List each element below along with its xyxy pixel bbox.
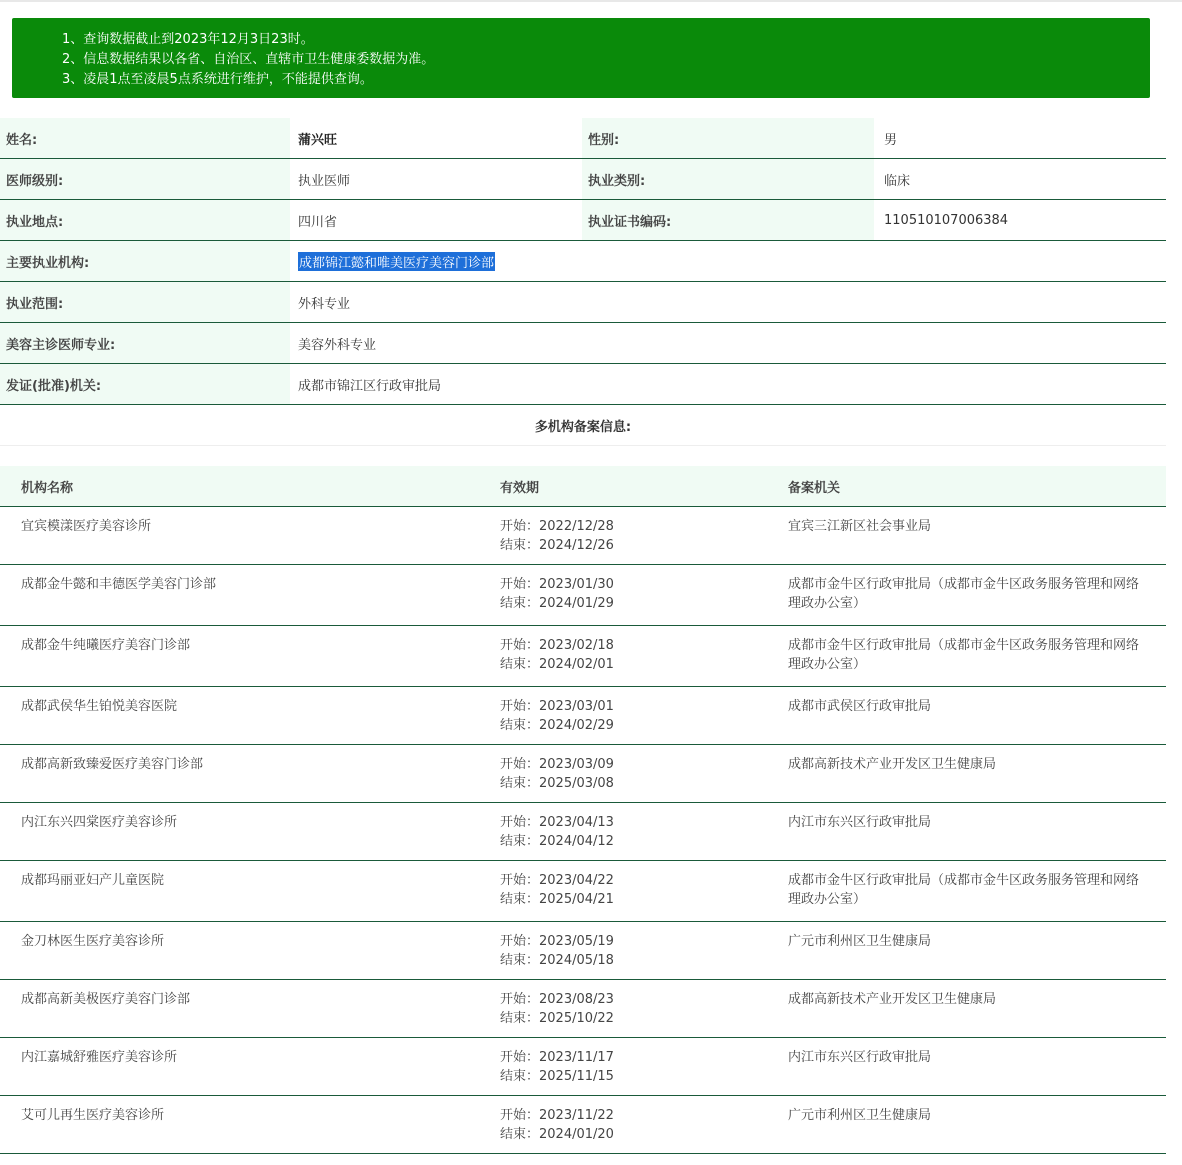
doctor-info-table <box>0 118 1166 405</box>
row-org: 艾可儿再生医疗美容诊所 <box>21 1108 165 1123</box>
row-end: 结束：2025/10/22 <box>500 1011 614 1026</box>
row-validity <box>500 932 788 970</box>
row-validity <box>500 871 788 909</box>
table-row <box>0 803 1166 861</box>
table-row <box>0 687 1166 745</box>
info-row-specialty <box>0 323 1166 364</box>
location-label: 执业地点: <box>0 200 290 240</box>
info-row-scope <box>0 282 1166 323</box>
header-org: 机构名称 <box>21 480 74 496</box>
row-validity <box>500 517 788 555</box>
specialty-label: 美容主诊医师专业: <box>0 323 290 363</box>
name-value: 蒲兴旺 <box>298 132 338 148</box>
row-org: 成都高新美极医疗美容门诊部 <box>21 992 191 1007</box>
top-divider <box>0 0 1182 2</box>
table-row <box>0 922 1166 980</box>
gender-label: 性别: <box>582 118 874 158</box>
row-start: 开始：2022/12/28 <box>500 519 614 534</box>
row-start: 开始：2023/11/22 <box>500 1108 614 1123</box>
notice-line-2: 2、信息数据结果以各省、自治区、直辖市卫生健康委数据为准。 <box>62 52 435 67</box>
table-row <box>0 1096 1166 1154</box>
scope-label: 执业范围: <box>0 282 290 322</box>
row-org: 成都高新致臻爱医疗美容门诊部 <box>21 757 204 772</box>
row-agency: 广元市利州区卫生健康局 <box>788 1108 932 1123</box>
notice-banner <box>12 18 1150 98</box>
info-row-authority <box>0 364 1166 405</box>
row-validity <box>500 1048 788 1086</box>
scope-value: 外科专业 <box>298 296 351 312</box>
row-start: 开始：2023/08/23 <box>500 992 614 1007</box>
main-org-value[interactable]: 成都锦江懿和唯美医疗美容门诊部 <box>298 252 495 271</box>
row-end: 结束：2025/04/21 <box>500 892 614 907</box>
row-start: 开始：2023/03/09 <box>500 757 614 772</box>
row-agency: 宜宾三江新区社会事业局 <box>788 519 932 534</box>
level-value: 执业医师 <box>298 173 351 189</box>
main-org-cell <box>290 241 1166 281</box>
main-org-label: 主要执业机构: <box>0 241 290 281</box>
location-value: 四川省 <box>298 214 338 230</box>
row-end: 结束：2024/01/20 <box>500 1127 614 1142</box>
row-validity <box>500 636 788 674</box>
row-end: 结束：2024/05/18 <box>500 953 614 968</box>
row-end: 结束：2024/04/12 <box>500 834 614 849</box>
notice-line-1: 1、查询数据截止到2023年12月3日23时。 <box>62 32 314 47</box>
row-start: 开始：2023/03/01 <box>500 699 614 714</box>
row-agency: 广元市利州区卫生健康局 <box>788 934 932 949</box>
authority-value: 成都市锦江区行政审批局 <box>298 378 442 394</box>
row-end: 结束：2024/02/01 <box>500 657 614 672</box>
row-org: 金刀林医生医疗美容诊所 <box>21 934 165 949</box>
row-validity <box>500 575 788 613</box>
notice-line-3: 3、凌晨1点至凌晨5点系统进行维护，不能提供查询。 <box>62 72 373 87</box>
row-end: 结束：2025/11/15 <box>500 1069 614 1084</box>
row-start: 开始：2023/01/30 <box>500 577 614 592</box>
row-org: 宜宾模漾医疗美容诊所 <box>21 519 152 534</box>
cert-value: 110510107006384 <box>884 212 1009 228</box>
table-row <box>0 980 1166 1038</box>
table-row <box>0 626 1166 687</box>
row-org: 成都武侯华生铂悦美容医院 <box>21 699 178 714</box>
row-agency: 成都高新技术产业开发区卫生健康局 <box>788 992 997 1007</box>
row-end: 结束：2024/01/29 <box>500 596 614 611</box>
row-start: 开始：2023/04/22 <box>500 873 614 888</box>
name-label: 姓名: <box>0 118 290 158</box>
row-agency: 内江市东兴区行政审批局 <box>788 1050 932 1065</box>
info-row-main-org <box>0 241 1166 282</box>
row-agency: 成都市金牛区行政审批局（成都市金牛区政务服务管理和网络理政办公室） <box>788 577 1140 611</box>
info-row-name <box>0 118 1166 159</box>
category-label: 执业类别: <box>582 159 874 199</box>
table-row <box>0 861 1166 922</box>
row-agency: 成都市金牛区行政审批局（成都市金牛区政务服务管理和网络理政办公室） <box>788 873 1140 907</box>
row-start: 开始：2023/02/18 <box>500 638 614 653</box>
row-agency: 内江市东兴区行政审批局 <box>788 815 932 830</box>
table-header <box>0 466 1166 507</box>
table-row <box>0 507 1166 565</box>
level-label: 医师级别: <box>0 159 290 199</box>
info-row-level <box>0 159 1166 200</box>
table-row <box>0 1038 1166 1096</box>
cert-label: 执业证书编码: <box>582 200 874 240</box>
row-org: 内江嘉城舒雅医疗美容诊所 <box>21 1050 178 1065</box>
category-value: 临床 <box>884 173 911 189</box>
row-end: 结束：2025/03/08 <box>500 776 614 791</box>
row-validity <box>500 755 788 793</box>
row-org: 成都玛丽亚妇产儿童医院 <box>21 873 165 888</box>
row-org: 内江东兴四棠医疗美容诊所 <box>21 815 178 830</box>
row-start: 开始：2023/05/19 <box>500 934 614 949</box>
header-validity: 有效期 <box>500 480 540 496</box>
row-start: 开始：2023/11/17 <box>500 1050 614 1065</box>
specialty-value: 美容外科专业 <box>298 337 377 353</box>
row-org: 成都金牛纯曦医疗美容门诊部 <box>21 638 191 653</box>
multi-org-table <box>0 466 1166 1154</box>
row-agency: 成都市武侯区行政审批局 <box>788 699 932 714</box>
row-org: 成都金牛懿和丰德医学美容门诊部 <box>21 577 217 592</box>
row-agency: 成都市金牛区行政审批局（成都市金牛区政务服务管理和网络理政办公室） <box>788 638 1140 672</box>
row-agency: 成都高新技术产业开发区卫生健康局 <box>788 757 997 772</box>
row-validity <box>500 813 788 851</box>
info-row-location <box>0 200 1166 241</box>
gender-value: 男 <box>884 132 898 148</box>
authority-label: 发证(批准)机关: <box>0 364 290 404</box>
row-validity <box>500 1106 788 1144</box>
header-agency: 备案机关 <box>788 480 841 496</box>
multi-org-title: 多机构备案信息: <box>0 406 1166 446</box>
row-validity <box>500 697 788 735</box>
row-start: 开始：2023/04/13 <box>500 815 614 830</box>
table-row <box>0 565 1166 626</box>
table-row <box>0 745 1166 803</box>
row-end: 结束：2024/02/29 <box>500 718 614 733</box>
row-end: 结束：2024/12/26 <box>500 538 614 553</box>
row-validity <box>500 990 788 1028</box>
